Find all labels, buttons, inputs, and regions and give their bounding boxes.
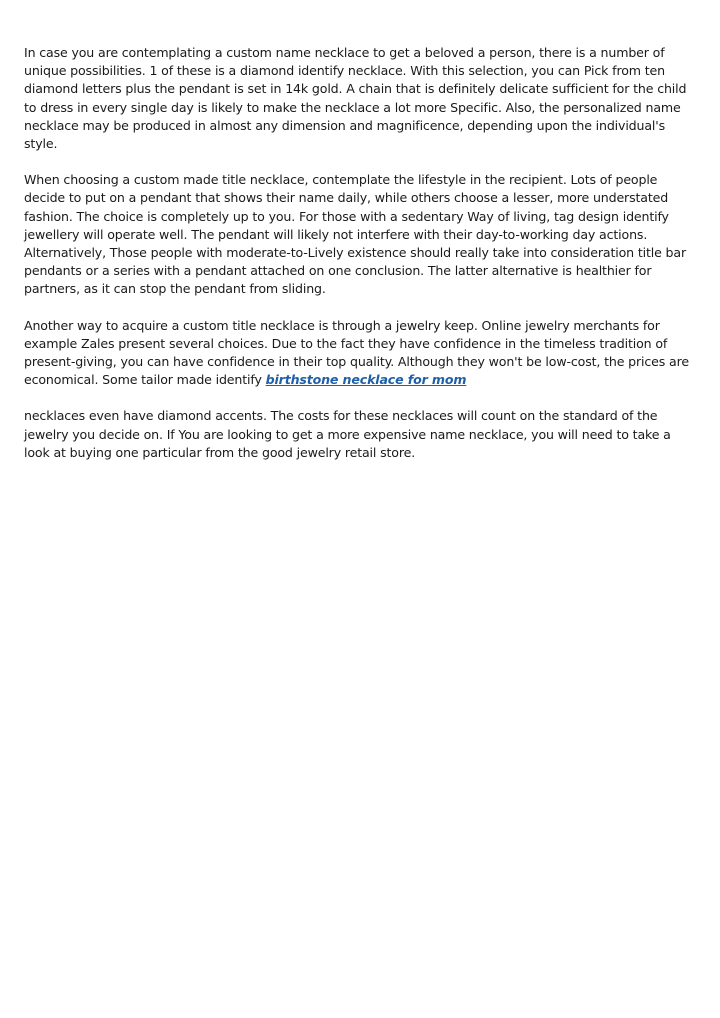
paragraph-3 (24, 317, 696, 390)
paragraph-1: In case you are contemplating a custom name necklace to get a beloved a person, there is a number of unique possibilities. 1 of these is a diamond identify necklace. With this selection, you can Pick from ten diamond letters plus the pendant is set in 14k gold. A chain that is definitely delicate sufficient for the child to dress in every single day is likely to make the necklace a lot more Specific. Also, the personalized name necklace may be produced in almost any dimension and magnificence, depending upon the individual's style. (24, 45, 687, 152)
birthstone-necklace-link[interactable]: birthstone necklace for mom (265, 372, 467, 388)
paragraph-3-text: Another way to acquire a custom title necklace is through a jewelry keep. Online jewelry merchants for example Zales present several choices. Due to the fact they have confidence in the timeless tradition of present-giving, you can have confidence in their top quality. Although they won't be low-cost, the prices are economical. Some tailor made identify (24, 317, 689, 388)
paragraph-2: When choosing a custom made title necklace, contemplate the lifestyle in the recipient. Lots of people decide to put on a pendant that shows their name daily, while others choose a lesser, more understated fashion. The choice is completely up to you. For those with a sedentary Way of living, tag design identify jewellery will operate well. The pendant will likely not interfere with their day-to-working day actions. Alternatively, Those people with moderate-to-Lively existence should really take into consideration title bar pendants or a series with a pendant attached on one conclusion. The latter alternative is healthier for partners, as it can stop the pendant from sliding. (24, 172, 686, 297)
article-body (24, 44, 696, 480)
paragraph-4: necklaces even have diamond accents. The costs for these necklaces will count on the standard of the jewelry you decide on. If You are looking to get a more expensive name necklace, you will need to take a look at buying one particular from the good jewelry retail store. (24, 408, 671, 460)
